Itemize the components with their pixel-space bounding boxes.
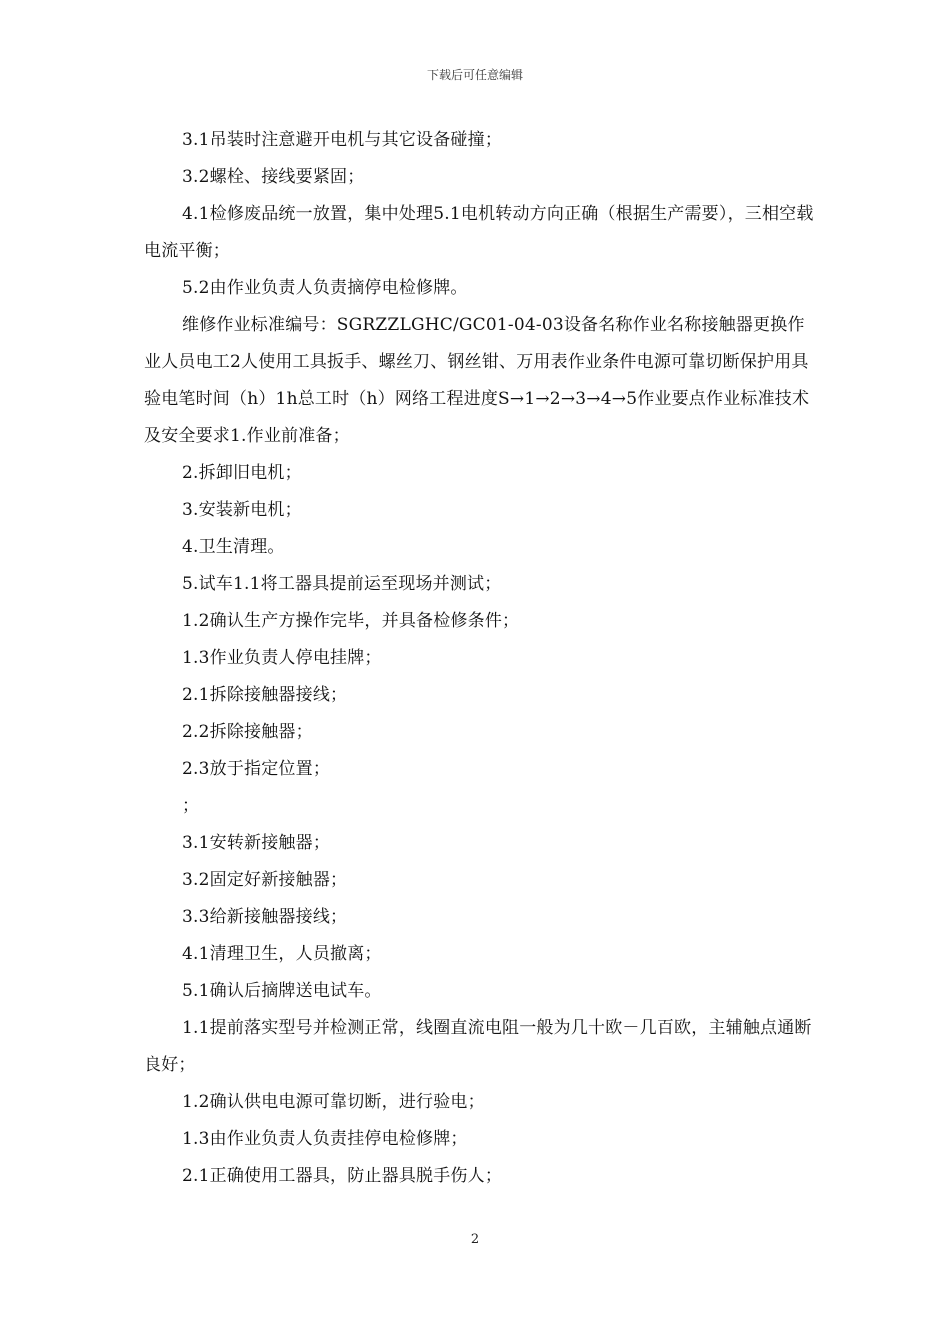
paragraph: 维修作业标准编号：SGRZZLGHC/GC01-04-03设备名称作业名称接触器更换作业人员电工2人使用工具扳手、螺丝刀、钢丝钳、万用表作业条件电源可靠切断保护用具验电笔时间（h）1h总工时（h）网络工程进度S→1→2→3→4→5作业要点作业标准技术及安全要求1.作业前准备； — [144, 315, 810, 446]
paragraph: 2.拆卸旧电机； — [182, 463, 302, 483]
page-number: 2 — [470, 1232, 480, 1247]
paragraph: 1.3作业负责人停电挂牌； — [182, 648, 382, 668]
page-header: 下载后可任意编辑 — [426, 68, 523, 82]
paragraph: 1.3由作业负责人负责挂停电检修牌； — [182, 1129, 468, 1149]
paragraph: 3.3给新接触器接线； — [182, 907, 348, 927]
paragraph: 2.1拆除接触器接线； — [182, 685, 348, 705]
paragraph: 2.2拆除接触器； — [182, 722, 313, 742]
paragraph: 3.1吊装时注意避开电机与其它设备碰撞； — [182, 130, 503, 150]
paragraph: 4.1清理卫生，人员撤离； — [182, 944, 382, 964]
paragraph: 1.2确认供电电源可靠切断，进行验电； — [182, 1092, 485, 1112]
paragraph: 4.1检修废品统一放置，集中处理5.1电机转动方向正确（根据生产需要），三相空载电流平衡； — [144, 204, 814, 261]
paragraph: 1.1提前落实型号并检测正常，线圈直流电阻一般为几十欧－几百欧，主辅触点通断良好； — [144, 1018, 812, 1075]
paragraph: 4.卫生清理。 — [182, 537, 285, 557]
paragraph: 3.安装新电机； — [182, 500, 302, 520]
paragraph: ； — [182, 796, 200, 816]
paragraph: 5.2由作业负责人负责摘停电检修牌。 — [182, 278, 468, 298]
paragraph: 2.1正确使用工器具，防止器具脱手伤人； — [182, 1166, 503, 1186]
paragraph: 3.1安转新接触器； — [182, 833, 331, 853]
paragraph: 5.试车1.1将工器具提前运至现场并测试； — [182, 574, 502, 594]
paragraph: 3.2螺栓、接线要紧固； — [182, 167, 365, 187]
paragraph: 2.3放于指定位置； — [182, 759, 331, 779]
paragraph: 5.1确认后摘牌送电试车。 — [182, 981, 382, 1001]
paragraph: 1.2确认生产方操作完毕，并具备检修条件； — [182, 611, 520, 631]
document-body — [144, 122, 814, 1195]
paragraph: 3.2固定好新接触器； — [182, 870, 348, 890]
